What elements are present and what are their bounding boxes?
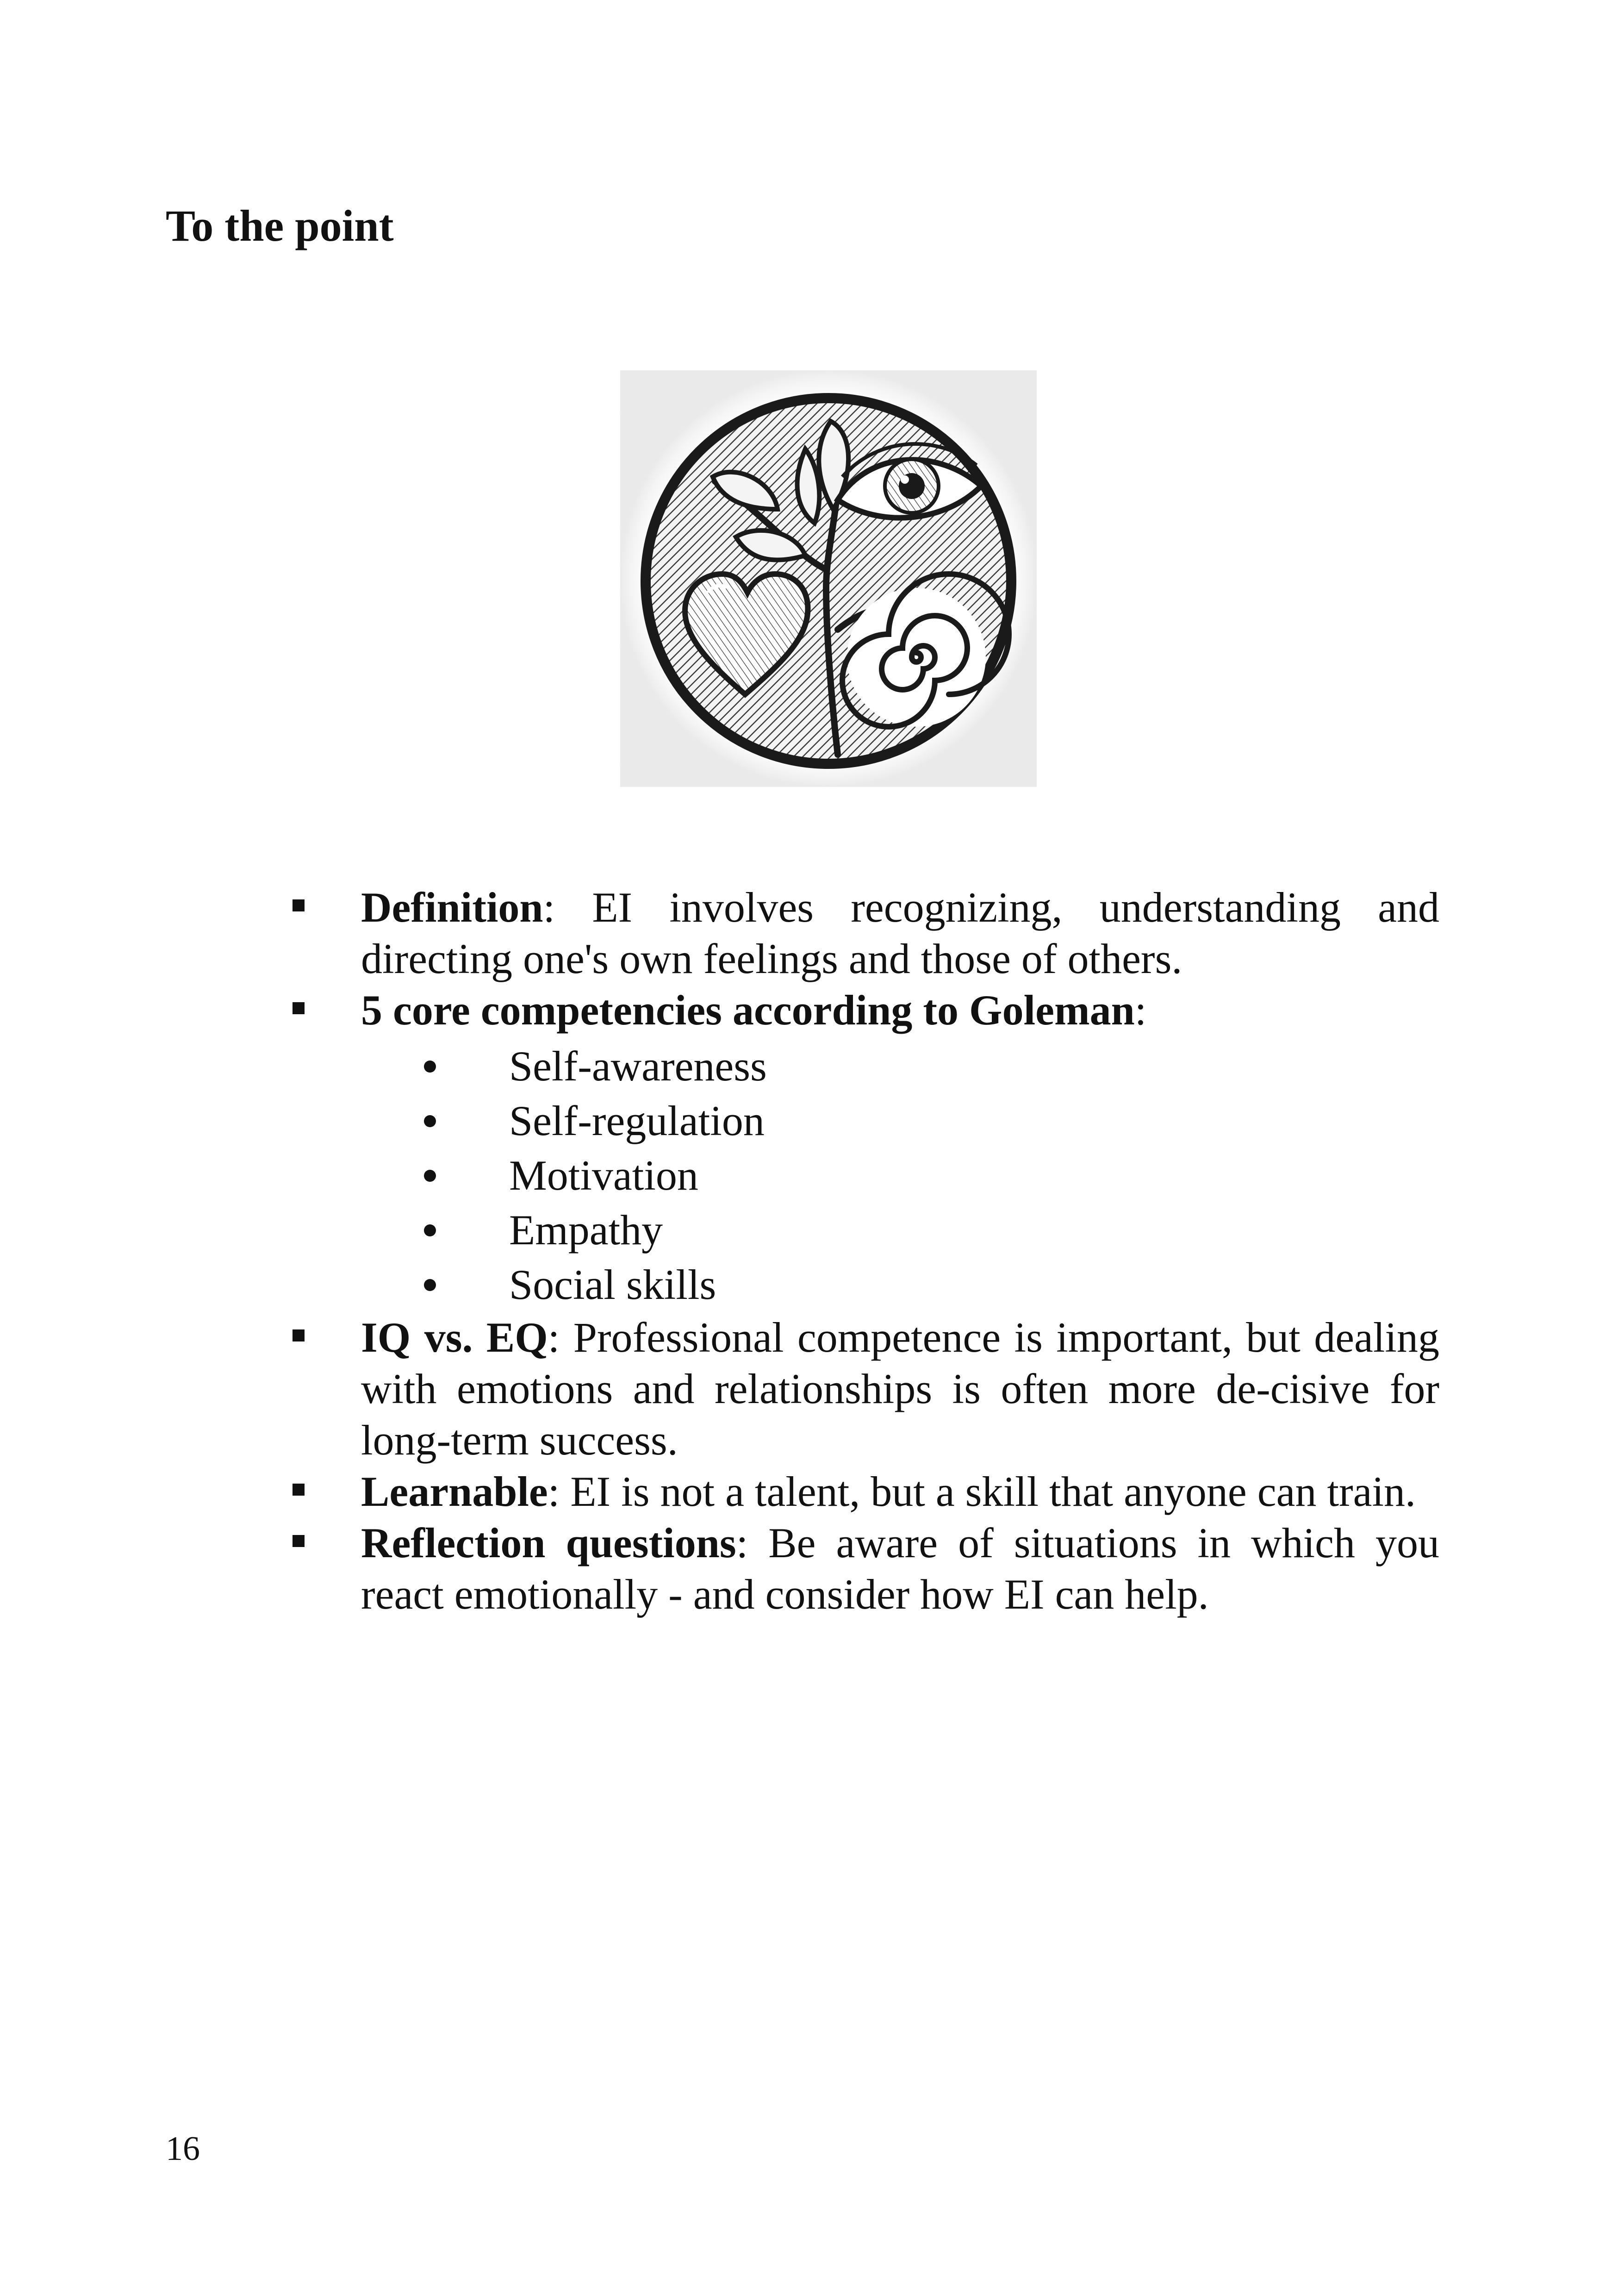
- square-bullet-icon: [292, 1002, 305, 1014]
- square-bullet-icon: [292, 1484, 305, 1496]
- list-item-reflection: [287, 1517, 1439, 1620]
- sublist-item-text: Self-awareness: [509, 1042, 767, 1090]
- list-item-learnable: [287, 1466, 1439, 1517]
- dot-bullet-icon: [424, 1061, 436, 1073]
- sublist-item-text: Self-regulation: [509, 1097, 765, 1144]
- list-item-text: : EI involves recognizing, understanding and directing one's own feelings and those of others.: [361, 884, 1439, 982]
- sublist-item: [287, 1148, 1439, 1203]
- sublist-item: [287, 1257, 1439, 1312]
- list-item-term: 5 core competencies according to Goleman: [361, 986, 1135, 1034]
- page-number: 16: [166, 2130, 200, 2168]
- list-item-definition: [287, 882, 1439, 985]
- square-bullet-icon: [292, 899, 305, 911]
- list-item-term: Definition: [361, 884, 543, 931]
- square-bullet-icon: [292, 1329, 305, 1341]
- list-item-term: Reflection questions: [361, 1519, 736, 1566]
- ei-emblem-icon: [620, 370, 1037, 787]
- dot-bullet-icon: [424, 1170, 436, 1182]
- sublist-item: [287, 1039, 1439, 1093]
- list-item-text: : Be aware of situations in which you react emotionally - and consider how EI can help.: [361, 1519, 1439, 1618]
- list-item-term: IQ vs. EQ: [361, 1314, 548, 1361]
- sublist-item-text: Empathy: [509, 1206, 663, 1254]
- list-item-text: : Professional competence is important, but dealing with emotions and relationships is often more de-cisive for long-term success.: [361, 1314, 1439, 1464]
- competencies-sublist: [287, 1039, 1439, 1312]
- sublist-item: [287, 1093, 1439, 1148]
- dot-bullet-icon: [424, 1224, 436, 1236]
- sublist-item: [287, 1203, 1439, 1257]
- list-item-iq-vs-eq: [287, 1312, 1439, 1466]
- list-item-competencies: [287, 985, 1439, 1036]
- list-item-text: :: [1134, 986, 1147, 1034]
- key-points-list: [287, 882, 1439, 1620]
- sublist-item-text: Motivation: [509, 1152, 698, 1199]
- dot-bullet-icon: [424, 1279, 436, 1291]
- page-title: To the point: [166, 201, 394, 250]
- dot-bullet-icon: [424, 1115, 436, 1127]
- sublist-item-text: Social skills: [509, 1261, 716, 1308]
- list-item-term: Learnable: [361, 1468, 548, 1515]
- list-item-text: : EI is not a talent, but a skill that anyone can train.: [548, 1468, 1416, 1515]
- square-bullet-icon: [292, 1535, 305, 1547]
